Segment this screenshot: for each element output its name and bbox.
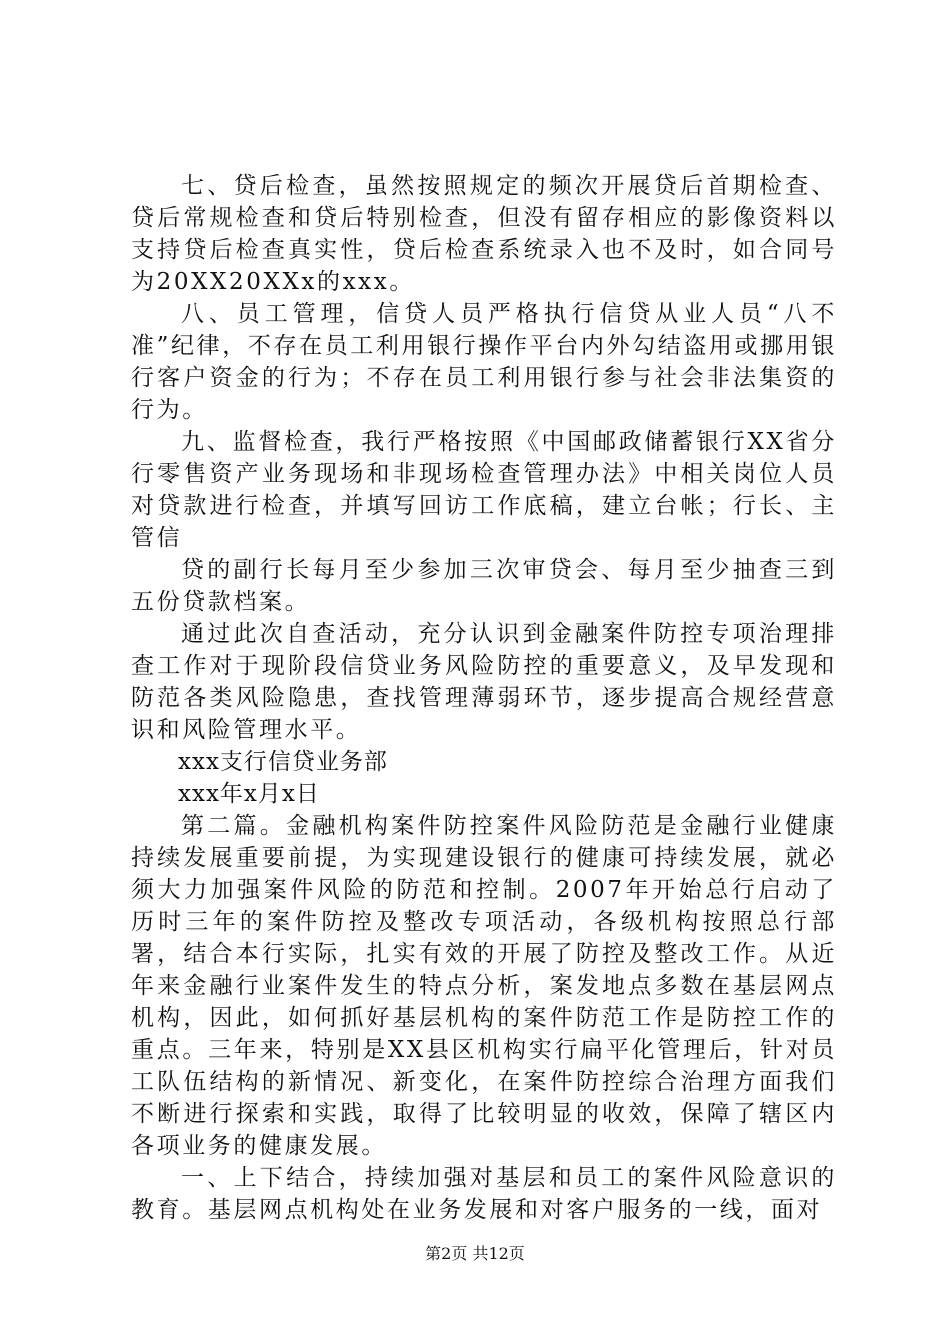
page-number-footer: 第2页 共12页 xyxy=(425,1244,525,1263)
signature-date: xxx年x月x日 xyxy=(178,781,320,807)
document-body xyxy=(131,170,837,1226)
paragraph-education: 一、上下结合，持续加强对基层和员工的案件风险意识的教育。基层网点机构处在业务发展和对客户服务的一线，面对 xyxy=(131,1165,837,1223)
paragraph-post-loan-check: 七、贷后检查，虽然按照规定的频次开展贷后首期检查、贷后常规检查和贷后特别检查，但没有留存相应的影像资料以支持贷后检查真实性，贷后检查系统录入也不及时，如合同号为20XX20XXx的xxx。 xyxy=(131,173,837,295)
paragraph-second-article: 第二篇。金融机构案件防控案件风险防范是金融行业健康持续发展重要前提，为实现建设银行的健康可持续发展，就必须大力加强案件风险的防范和控制。2007年开始总行启动了历时三年的案件防控及整改专项活动，各级机构按照总行部署，结合本行实际，扎实有效的开展了防控及整改工作。从近年来金融行业案件发生的特点分析，案发地点多数在基层网点机构，因此，如何抓好基层机构的案件防范工作是防控工作的重点。三年来，特别是XX县区机构实行扁平化管理后，针对员工队伍结构的新情况、新变化，在案件防控综合治理方面我们不断进行探索和实践，取得了比较明显的收效，保障了辖区内各项业务的健康发展。 xyxy=(131,813,837,1159)
paragraph-self-check-summary: 通过此次自查活动，充分认识到金融案件防控专项治理排查工作对于现阶段信贷业务风险防控的重要意义，及早发现和防范各类风险隐患，查找管理薄弱环节，逐步提高合规经营意识和风险管理水平。 xyxy=(131,621,837,743)
paragraph-supervision-continued: 贷的副行长每月至少参加三次审贷会、每月至少抽查三到五份贷款档案。 xyxy=(131,557,837,615)
paragraph-supervision-check: 九、监督检查，我行严格按照《中国邮政储蓄银行XX省分行零售资产业务现场和非现场检查管理办法》中相关岗位人员对贷款进行检查，并填写回访工作底稿，建立台帐；行长、主管信 xyxy=(131,429,837,551)
paragraph-staff-management: 八、员工管理，信贷人员严格执行信贷从业人员“八不准”纪律，不存在员工利用银行操作平台内外勾结盗用或挪用银行客户资金的行为；不存在员工利用银行参与社会非法集资的行为。 xyxy=(131,301,837,423)
signature-unit: xxx支行信贷业务部 xyxy=(178,749,388,775)
